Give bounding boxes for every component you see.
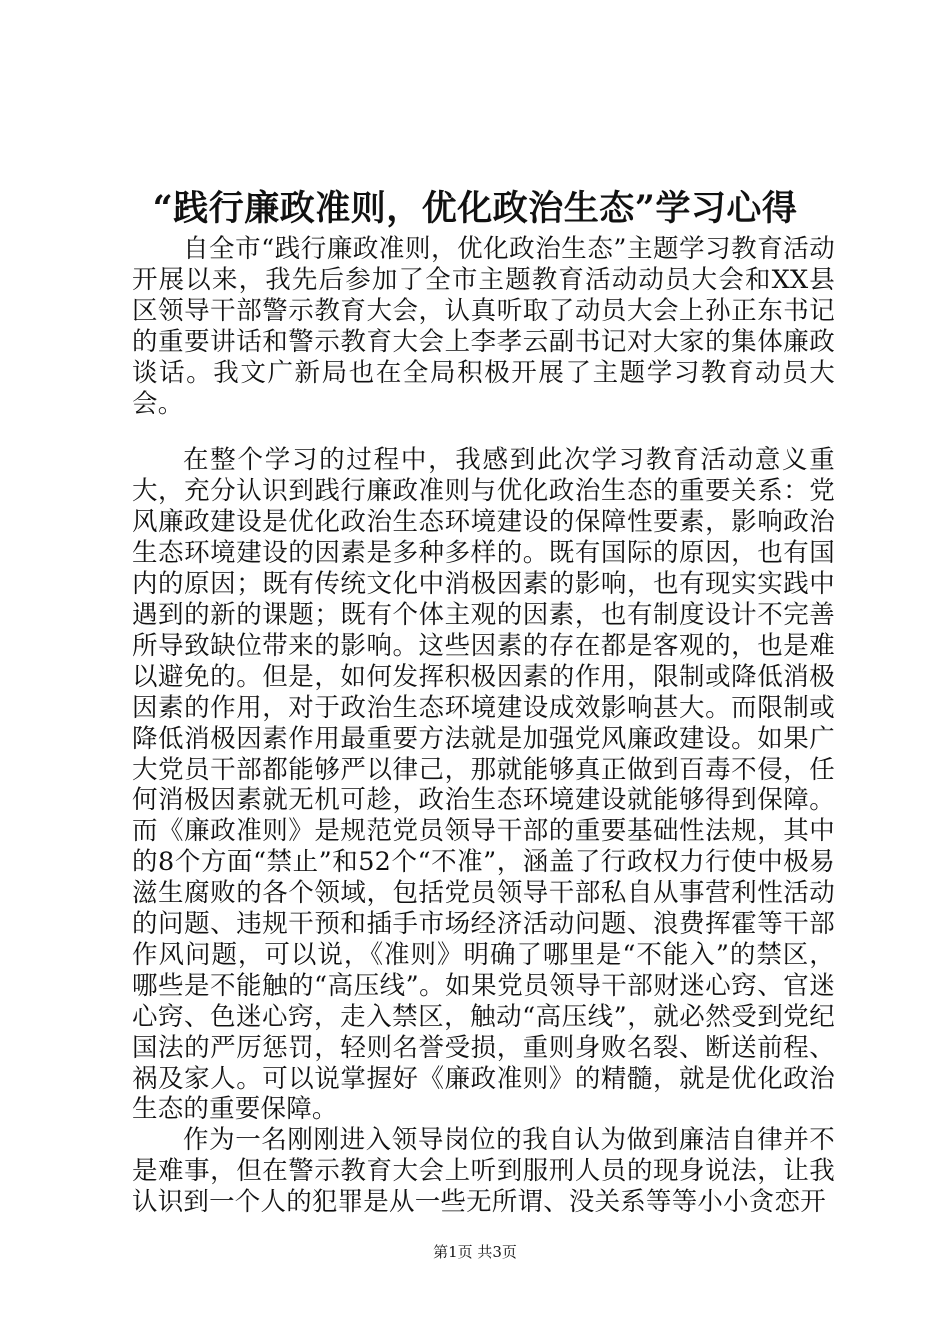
page-number-footer: 第1页 共3页 xyxy=(433,1243,517,1261)
paragraph-2: 在整个学习的过程中，我感到此次学习教育活动意义重大，充分认识到践行廉政准则与优化政治生态的重要关系：党风廉政建设是优化政治生态环境建设的保障性要素，影响政治生态环境建设的因素是多种多样的。既有国际的原因，也有国内的原因；既有传统文化中消极因素的影响，也有现实实践中遇到的新的课题；既有个体主观的因素，也有制度设计不完善所导致缺位带来的影响。这些因素的存在都是客观的，也是难以避免的。但是，如何发挥积极因素的作用，限制或降低消极因素的作用，对于政治生态环境建设成效影响甚大。而限制或降低消极因素作用最重要方法就是加强党风廉政建设。如果广大党员干部都能够严以律己，那就能够真正做到百毒不侵，任何消极因素就无机可趁，政治生态环境建设就能够得到保障。而《廉政准则》是规范党员领导干部的重要基础性法规，其中的8个方面“禁止”和52个“不准”，涵盖了行政权力行使中极易滋生腐败的各个领域，包括党员领导干部私自从事营利性活动的问题、违规干预和插手市场经济活动问题、浪费挥霍等干部作风问题，可以说，《准则》明确了哪里是“不能入”的禁区，哪些是不能触的“高压线”。如果党员领导干部财迷心窍、官迷心窍、色迷心窍，走入禁区，触动“高压线”，就必然受到党纪国法的严厉惩罚，轻则名誉受损，重则身败名裂、断送前程、祸及家人。可以说掌握好《廉政准则》的精髓，就是优化政治生态的重要保障。 xyxy=(132,445,835,1125)
paragraph-1: 自全市“践行廉政准则，优化政治生态”主题学习教育活动开展以来，我先后参加了全市主题教育活动动员大会和XX县区领导干部警示教育大会，认真听取了动员大会上孙正东书记的重要讲话和警示教育大会上李孝云副书记对大家的集体廉政谈话。我文广新局也在全局积极开展了主题学习教育动员大会。 xyxy=(132,234,835,419)
paragraph-3: 作为一名刚刚进入领导岗位的我自认为做到廉洁自律并不是难事，但在警示教育大会上听到服刑人员的现身说法，让我认识到一个人的犯罪是从一些无所谓、没关系等等小小贪恋开 xyxy=(132,1125,835,1218)
document-body xyxy=(132,234,835,1218)
document-title: “践行廉政准则，优化政治生态”学习心得 xyxy=(152,188,798,229)
